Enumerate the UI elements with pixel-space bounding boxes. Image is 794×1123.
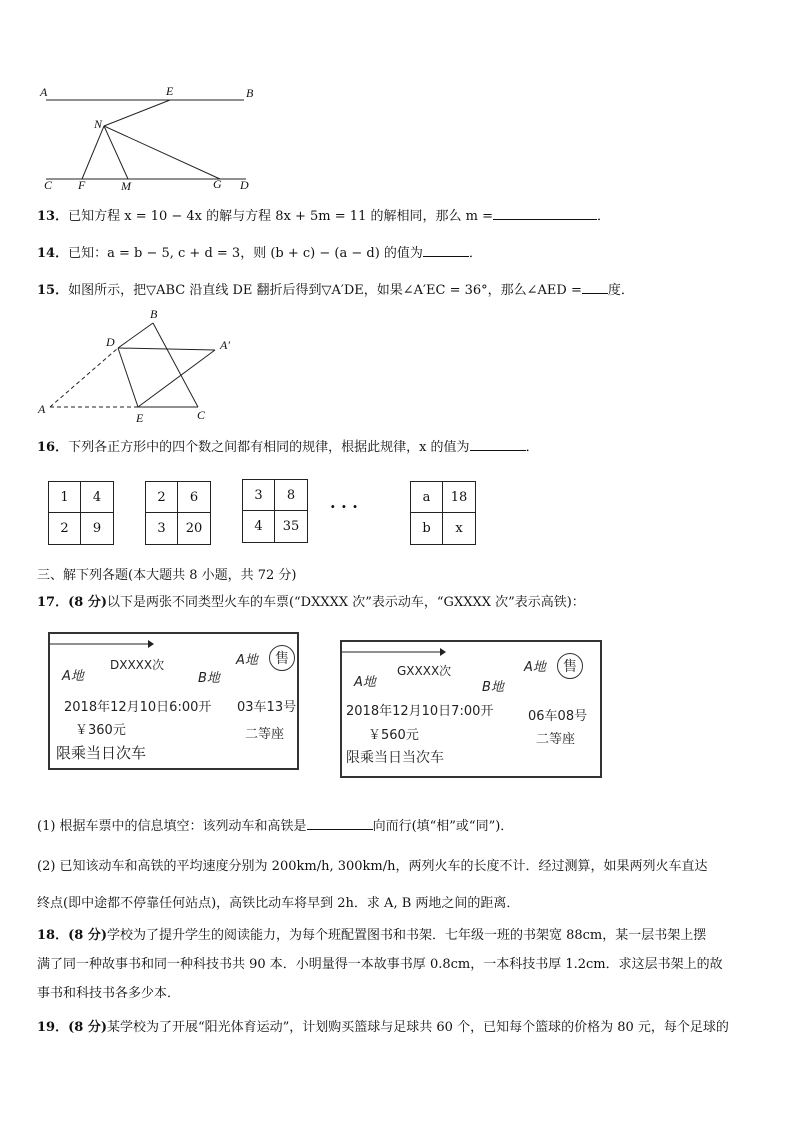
section-heading: 三、解下列各题(本大题共 8 小题，共 72 分) — [37, 568, 297, 583]
label-D: D — [240, 178, 249, 192]
question-text: 已知：a = b − 5, c + d = 3，则 (b + c) − (a − d) 的值为 — [68, 246, 423, 261]
square-cell: x — [455, 521, 463, 536]
label-F: F — [78, 178, 86, 192]
question-number: 19．(8 分) — [37, 1020, 107, 1035]
question-14 — [37, 244, 482, 263]
ticket-station: A地 — [236, 653, 258, 668]
square-cell: 18 — [443, 482, 475, 513]
square-cell: 9 — [92, 521, 102, 536]
square-cell: 6 — [178, 482, 210, 513]
ticket-price: ￥560元 — [368, 728, 419, 743]
label-M: M — [121, 179, 131, 193]
label-G: G — [213, 177, 222, 191]
question-number: 13． — [37, 209, 69, 224]
answer-blank[interactable] — [470, 438, 526, 451]
square-cell: 3 — [243, 480, 275, 511]
arrow-icon — [342, 647, 446, 657]
question-16 — [37, 438, 539, 457]
question-17 — [37, 594, 585, 612]
ticket-train-number: GXXXX次 — [397, 664, 452, 678]
square-cell: 4 — [243, 511, 275, 542]
ticket-high-speed-train — [340, 640, 602, 778]
label-B: B — [246, 86, 254, 100]
answer-blank[interactable] — [307, 817, 373, 830]
question-18-line-2: 满了同一种故事书和同一种科技书共 90 本．小明量得一本故事书厚 0.8cm，一本科技书厚 1.2cm．求这层书架上的故 — [37, 957, 723, 972]
square-cell: 2 — [49, 513, 81, 544]
question-text: 下列各正方形中的四个数之间都有相同的规律，根据此规律，x 的值为 — [68, 440, 470, 455]
number-square-2 — [145, 481, 211, 545]
ticket-to: B地 — [198, 671, 220, 686]
ticket-from: A地 — [62, 669, 84, 684]
number-square-1 — [48, 481, 114, 545]
question-17-part-2-line-1: (2) 已知该动车和高铁的平均速度分别为 200km/h, 300km/h，两列火车的长度不计．经过测算，如果两列火车直达 — [37, 859, 708, 874]
question-17-part-2-line-2: 终点(即中途都不停靠任何站点)，高铁比动车将早到 2h．求 A, B 两地之间的距离． — [37, 896, 520, 911]
figure-folded-triangle — [40, 310, 240, 425]
square-cell: 4 — [81, 482, 113, 513]
ticket-seat-class: 二等座 — [536, 732, 576, 747]
ticket-price: ￥360元 — [75, 723, 126, 738]
answer-blank[interactable] — [582, 281, 608, 294]
question-end: ． — [525, 440, 539, 455]
label-E: E — [136, 411, 144, 425]
ellipsis: · · · — [330, 497, 358, 516]
answer-blank[interactable] — [423, 244, 469, 257]
ticket-bullet-train — [48, 632, 299, 770]
label-A-prime: A′ — [220, 338, 230, 352]
question-number: 17．(8 分) — [37, 595, 107, 610]
number-square-3 — [242, 479, 308, 543]
question-18-line-3: 事书和科技书各多少本． — [37, 986, 181, 1001]
question-number: 14． — [37, 246, 69, 261]
question-13 — [37, 207, 610, 226]
label-B: B — [150, 307, 158, 321]
figure-parallel-lines — [36, 82, 266, 194]
question-text: (1) 根据车票中的信息填空：该列动车和高铁是 — [37, 819, 307, 834]
question-19 — [37, 1019, 729, 1037]
ticket-seat-number: 06车08号 — [528, 709, 588, 724]
label-A: A — [38, 402, 46, 416]
square-cell: 2 — [146, 482, 178, 513]
label-D: D — [106, 335, 115, 349]
label-E: E — [166, 84, 174, 98]
square-cell: 35 — [282, 519, 300, 534]
square-cell: 8 — [275, 480, 307, 511]
question-number: 15． — [37, 283, 69, 298]
question-text: 如图所示，把▽ABC 沿直线 DE 翻折后得到▽A′DE，如果∠A′EC = 36°，那么∠AED = — [68, 283, 582, 298]
ticket-datetime: 2018年12月10日7:00开 — [346, 704, 494, 719]
ticket-seat-number: 03车13号 — [237, 700, 297, 715]
label-A: A — [40, 85, 48, 99]
ticket-station: A地 — [524, 660, 546, 675]
sold-seal-icon: 售 — [269, 645, 295, 671]
question-text: 已知方程 x = 10 − 4x 的解与方程 8x + 5m = 11 的解相同，那么 m = — [68, 209, 493, 224]
ticket-note: 限乘当日当次车 — [346, 750, 444, 766]
ticket-to: B地 — [482, 680, 504, 695]
question-17-part-1 — [37, 817, 513, 836]
question-number: 18．(8 分) — [37, 928, 107, 943]
question-number: 16． — [37, 440, 69, 455]
label-N: N — [94, 117, 103, 131]
ticket-from: A地 — [354, 675, 376, 690]
square-cell: b — [411, 513, 443, 544]
ticket-datetime: 2018年12月10日6:00开 — [64, 700, 212, 715]
question-18 — [37, 927, 706, 945]
question-text: 某学校为了开展“阳光体育运动”，计划购买篮球与足球共 60 个，已知每个篮球的价格为 80 元，每个足球的 — [106, 1020, 729, 1035]
ticket-seat-class: 二等座 — [245, 727, 285, 742]
question-15 — [37, 281, 634, 300]
answer-blank[interactable] — [493, 207, 597, 220]
question-end: 向而行(填“相”或“同”)． — [372, 819, 514, 834]
square-cell: a — [411, 482, 443, 513]
sold-seal-icon: 售 — [557, 653, 583, 679]
question-text: 学校为了提升学生的阅读能力，为每个班配置图书和书架．七年级一班的书架宽 88cm，某一层书架上摆 — [106, 928, 707, 943]
question-end: ． — [596, 209, 610, 224]
ticket-train-number: DXXXX次 — [110, 658, 165, 672]
ticket-note: 限乘当日次车 — [56, 744, 147, 762]
square-cell: 3 — [146, 513, 178, 544]
question-end: 度． — [607, 283, 634, 298]
square-cell: 20 — [185, 521, 203, 536]
arrow-icon — [50, 639, 154, 649]
label-C: C — [44, 178, 53, 192]
square-cell: 1 — [49, 482, 81, 513]
question-text: 以下是两张不同类型火车的车票(“DXXXX 次”表示动车，“GXXXX 次”表示高铁)： — [106, 595, 585, 610]
number-square-4 — [410, 481, 476, 545]
question-end: ． — [468, 246, 482, 261]
label-C: C — [197, 408, 206, 422]
